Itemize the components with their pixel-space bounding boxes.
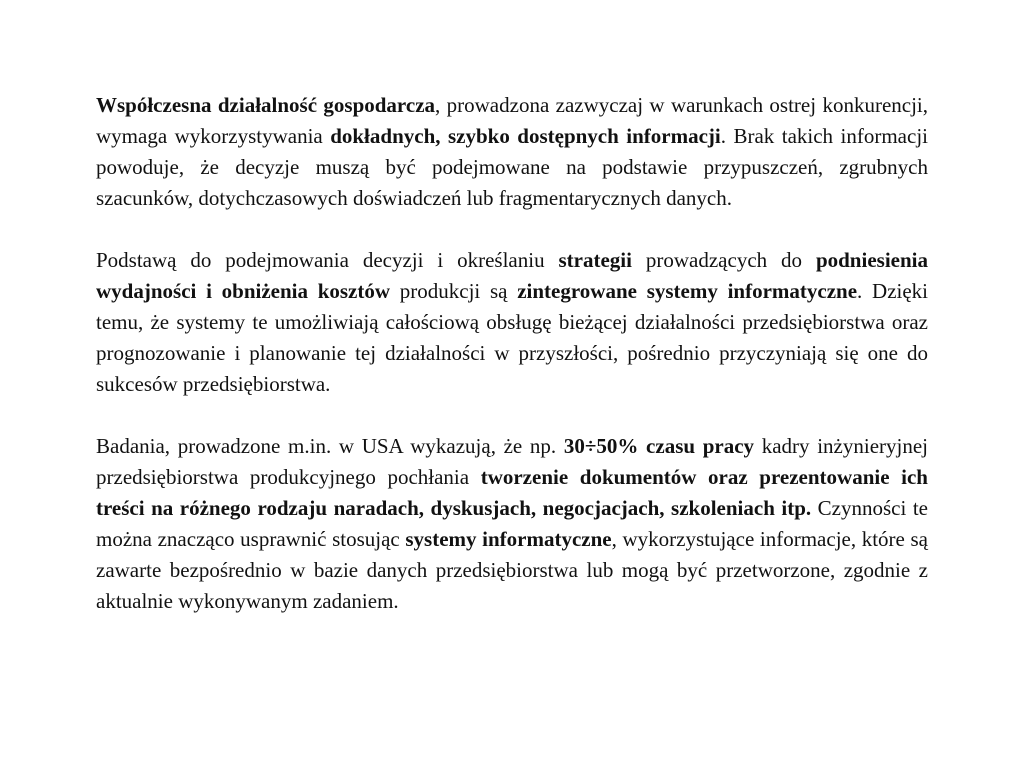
body-text: . Brak takich informacji powoduje, że decyzje muszą być podejmowane na podstawie przypuszczeń, zgrubnych szacunków, dotychczasowych doświadczeń lub fragmentarycznych danych. — [96, 124, 928, 210]
emphasis-text: strategii — [558, 248, 632, 272]
body-text: Czynności te można znacząco usprawnić stosując — [96, 496, 928, 551]
body-text: Badania, prowadzone m.in. w USA wykazują, że np. — [96, 434, 564, 458]
body-text: produkcji są — [390, 279, 518, 303]
emphasis-text: Współczesna działalność gospodarcza — [96, 93, 436, 117]
emphasis-text: podniesienia wydajności i obniżenia kosztów — [96, 248, 928, 303]
body-text: Podstawą do podejmowania decyzji i określaniu — [96, 248, 559, 272]
body-text: kadry inżynieryjnej przedsiębiorstwa produkcyjnego pochłania — [96, 434, 929, 489]
body-text: . Dzięki temu, że systemy te umożliwiają całościową obsługę bieżącej działalności przedsiębiorstwa oraz prognozowanie i planowanie tej działalności w przyszłości, pośrednio przyczyniają się one do sukcesów przedsiębiorstwa. — [96, 279, 929, 396]
body-text: prowadzących do — [631, 248, 816, 272]
emphasis-text: tworzenie dokumentów oraz prezentowanie ich treści na różnego rodzaju naradach, dyskusjach, negocjacjach, szkoleniach itp. — [96, 465, 928, 520]
emphasis-text: zintegrowane systemy informatyczne — [517, 279, 858, 303]
body-text: , prowadzona zazwyczaj w warunkach ostrej konkurencji, wymaga wykorzystywania — [96, 93, 929, 148]
emphasis-text: dokładnych, szybko dostępnych informacji — [330, 124, 721, 148]
slide-body — [96, 90, 928, 617]
paragraph-research — [96, 431, 928, 617]
body-text: , wykorzystujące informacje, które są zawarte bezpośrednio w bazie danych przedsiębiorstwa lub mogą być przetworzone, zgodnie z aktualnie wykonywanym zadaniem. — [96, 527, 928, 613]
emphasis-text: systemy informatyczne — [405, 527, 612, 551]
paragraph-competition — [96, 90, 928, 214]
paragraph-strategy — [96, 245, 928, 400]
emphasis-text: 30÷50% czasu pracy — [563, 434, 755, 458]
